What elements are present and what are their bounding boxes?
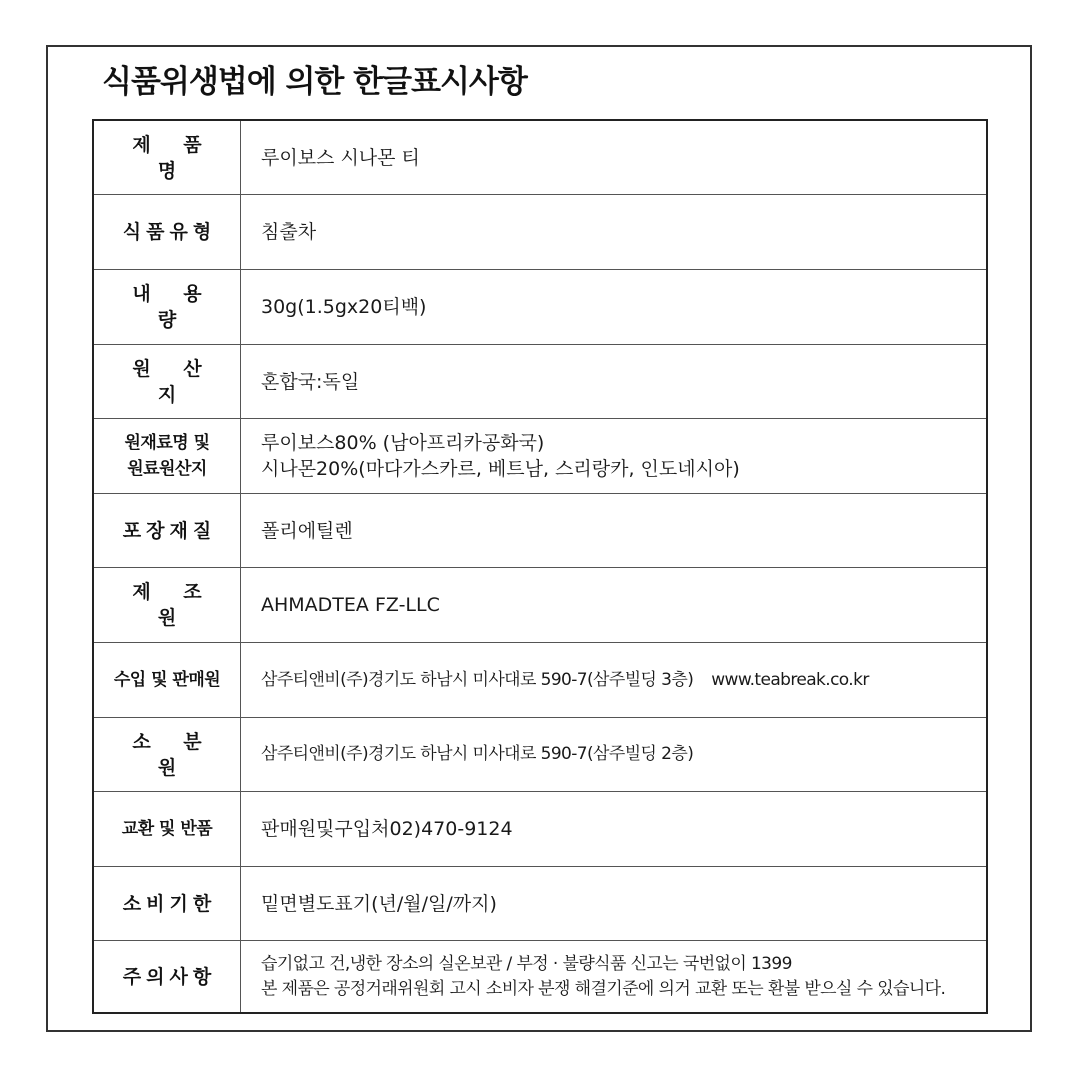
table-row-caution [94, 941, 986, 1012]
table-row-expiry [94, 867, 986, 941]
row-label-manufacturer: 제 조 원 [94, 568, 241, 642]
table-row-returns [94, 792, 986, 867]
row-value-packaging: 폴리에틸렌 [261, 519, 353, 542]
row-label-repacker: 소 분 원 [94, 718, 241, 791]
row-label-expiry: 소비기한 [94, 867, 241, 940]
row-value-product-name: 루이보스 시나몬 티 [261, 146, 420, 169]
table-row-net-content [94, 270, 986, 345]
table-row-product-name [94, 121, 986, 195]
page-title: 식품위생법에 의한 한글표시사항 [102, 64, 527, 100]
row-value-net-content: 30g(1.5gx20티백) [261, 296, 427, 318]
row-label-origin: 원 산 지 [94, 345, 241, 418]
row-label-importer: 수입 및 판매원 [94, 643, 241, 717]
row-value-returns: 판매원및구입처02)470-9124 [261, 818, 513, 840]
table-row-origin [94, 345, 986, 419]
row-label-food-type: 식품유형 [94, 195, 241, 269]
row-label-caution: 주의사항 [94, 941, 241, 1012]
row-label-packaging: 포장재질 [94, 494, 241, 567]
table-row-repacker [94, 718, 986, 792]
row-value-caution: 습기없고 건,냉한 장소의 실온보관 / 부정 · 불량식품 신고는 국번없이 1399 본 제품은 공정거래위원회 고시 소비자 분쟁 해결기준에 의거 교환 또는 환불 받으실 수 있습니다. [261, 953, 946, 999]
row-value-ingredients: 루이보스80% (남아프리카공화국) 시나몬20%(마다가스카르, 베트남, 스리랑카, 인도네시아) [261, 432, 740, 480]
info-table [92, 119, 988, 1014]
row-value-importer [261, 643, 976, 717]
row-value-origin: 혼합국:독일 [261, 370, 360, 393]
website-link[interactable]: www.teabreak.co.kr [711, 669, 869, 690]
row-value-manufacturer: AHMADTEA FZ-LLC [261, 594, 440, 616]
row-value-repacker: 삼주티앤비(주)경기도 하남시 미사대로 590-7(삼주빌딩 2층) [261, 744, 694, 764]
table-row-food-type [94, 195, 986, 270]
importer-address: 삼주티앤비(주)경기도 하남시 미사대로 590-7(삼주빌딩 3층) [261, 669, 694, 690]
row-label-returns: 교환 및 반품 [94, 792, 241, 866]
row-label-product-name: 제 품 명 [94, 121, 241, 194]
table-row-manufacturer [94, 568, 986, 643]
row-label-ingredients: 원재료명 및 원료원산지 [94, 419, 241, 493]
row-value-food-type: 침출차 [261, 221, 317, 243]
table-row-ingredients [94, 419, 986, 494]
table-row-packaging [94, 494, 986, 568]
row-value-expiry: 밑면별도표기(년/월/일/까지) [261, 892, 497, 915]
table-row-importer [94, 643, 986, 718]
row-label-net-content: 내 용 량 [94, 270, 241, 344]
